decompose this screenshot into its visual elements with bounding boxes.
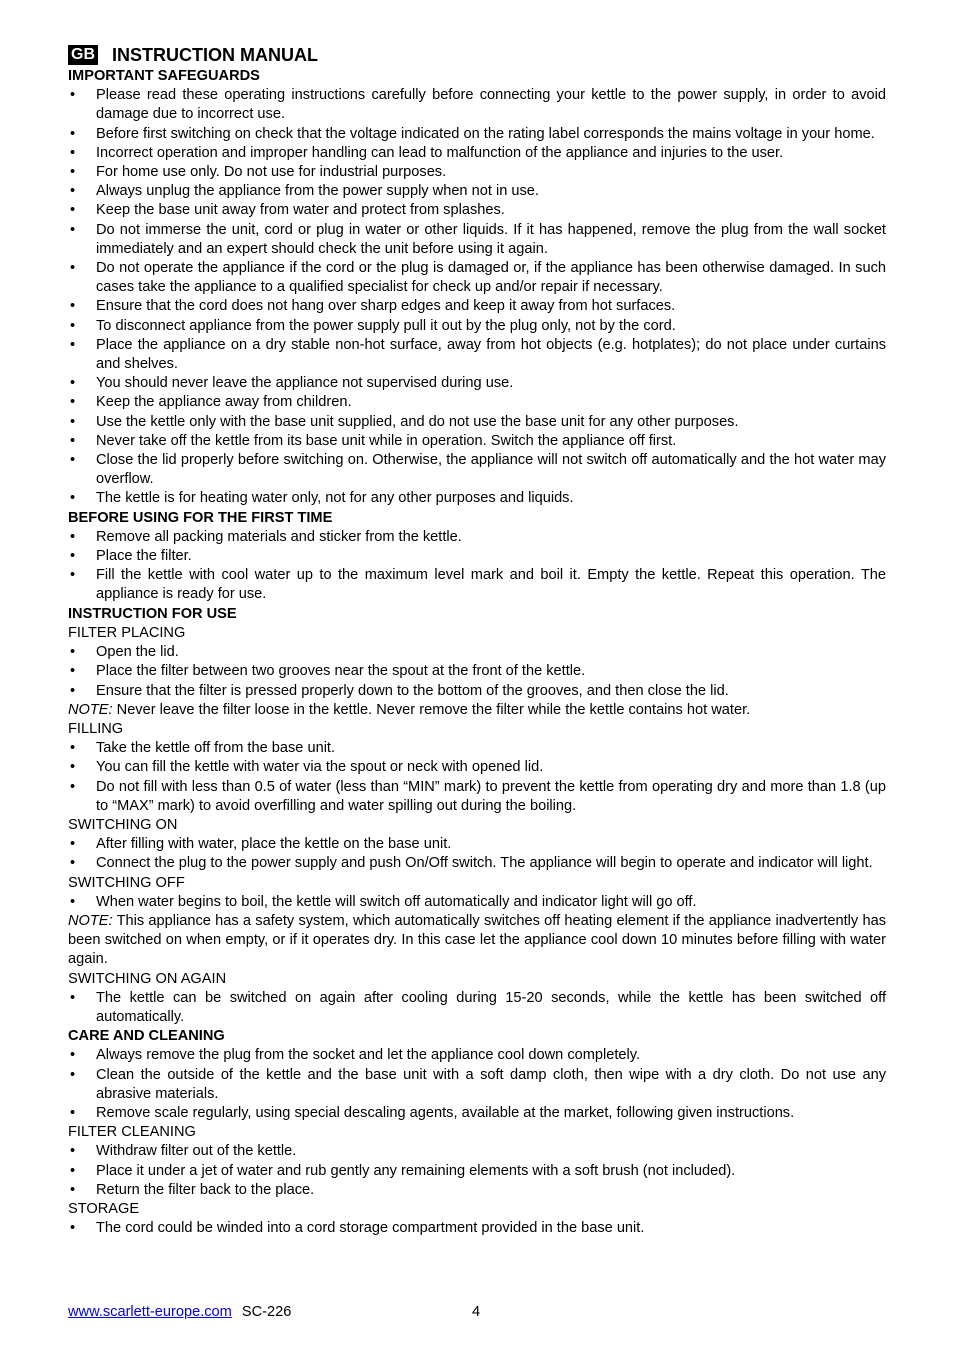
subsection-heading: STORAGE <box>68 1200 140 1217</box>
list-item-text: Clean the outside of the kettle and the base unit with a soft damp cloth, then wipe with a dry cloth. Do not use any abrasive materials. <box>96 1066 886 1102</box>
bullet-icon: • <box>70 1047 76 1064</box>
note-label: NOTE: <box>68 701 113 718</box>
list-item <box>68 1162 886 1181</box>
list-item <box>68 201 886 220</box>
bullet-icon: • <box>70 528 76 545</box>
list-item <box>68 317 886 336</box>
list-item-text: Do not operate the appliance if the cord or the plug is damaged or, if the appliance has been otherwise damaged. In such cases take the appliance to a qualified specialist for check up and/or repair if necessary. <box>96 260 886 296</box>
note-text: This appliance has a safety system, which automatically switches off heating element if the appliance inadvertently has been switched on when empty, or if it operates dry. In this case let the appliance cool down 10 minutes before filling with water again. <box>68 912 886 968</box>
bullet-icon: • <box>70 1143 76 1160</box>
list-item <box>68 854 886 873</box>
list-item-text: Use the kettle only with the base unit supplied, and do not use the base unit for any other purposes. <box>96 413 739 430</box>
bullet-icon: • <box>70 375 76 392</box>
subsection-heading: FILLING <box>68 720 124 737</box>
section-heading: BEFORE USING FOR THE FIRST TIME <box>68 509 333 526</box>
bullet-icon: • <box>70 567 76 584</box>
bullet-icon: • <box>70 394 76 411</box>
bullet-icon: • <box>70 989 76 1006</box>
list-item <box>68 1066 886 1104</box>
list-item <box>68 1046 886 1065</box>
bullet-icon: • <box>70 1181 76 1198</box>
list-item-text: Fill the kettle with cool water up to the maximum level mark and boil it. Empty the kettle. Repeat this operation. The appliance is ready for use. <box>96 567 886 603</box>
list-item-text: The cord could be winded into a cord storage compartment provided in the base unit. <box>96 1220 645 1237</box>
list-item-text: Remove scale regularly, using special descaling agents, available at the market, following given instructions. <box>96 1104 795 1121</box>
list-item-text: Ensure that the cord does not hang over sharp edges and keep it away from hot surfaces. <box>96 298 676 315</box>
list-item <box>68 125 886 144</box>
list-item-text: Place the filter. <box>96 548 192 565</box>
list-item <box>68 144 886 163</box>
list-item <box>68 489 886 508</box>
bullet-icon: • <box>70 336 76 353</box>
list-item <box>68 374 886 393</box>
list-item-text: When water begins to boil, the kettle will switch off automatically and indicator light will go off. <box>96 893 697 910</box>
list-item <box>68 566 886 604</box>
list-item <box>68 835 886 854</box>
subsection-heading: FILTER CLEANING <box>68 1124 196 1141</box>
list-item-text: Close the lid properly before switching on. Otherwise, the appliance will not switch off automatically and the hot water may overflow. <box>96 452 886 488</box>
bullet-icon: • <box>70 144 76 161</box>
bullet-icon: • <box>70 778 76 795</box>
list-item <box>68 182 886 201</box>
list-item-text: Before first switching on check that the voltage indicated on the rating label corresponds the mains voltage in your home. <box>96 125 875 142</box>
page-number: 4 <box>472 1304 481 1320</box>
bullet-icon: • <box>70 490 76 507</box>
list-item <box>68 1181 886 1200</box>
bullet-icon: • <box>70 740 76 757</box>
list-item <box>68 86 886 124</box>
bullet-icon: • <box>70 893 76 910</box>
language-badge: GB <box>68 45 98 65</box>
bullet-icon: • <box>70 125 76 142</box>
list-item <box>68 259 886 297</box>
note-paragraph <box>68 701 886 720</box>
list-item <box>68 778 886 816</box>
section-heading: CARE AND CLEANING <box>68 1028 225 1045</box>
list-item <box>68 221 886 259</box>
bullet-icon: • <box>70 1104 76 1121</box>
website-link[interactable]: www.scarlett-europe.com <box>68 1304 232 1320</box>
list-item-text: The kettle can be switched on again after cooling during 15-20 seconds, while the kettle has been switched off automatically. <box>96 989 886 1025</box>
bullet-icon: • <box>70 644 76 661</box>
list-item-text: Place the appliance on a dry stable non-hot surface, away from hot objects (e.g. hotplates); do not place under curtains and shelves. <box>96 336 886 373</box>
bullet-icon: • <box>70 836 76 853</box>
list-item-text: Incorrect operation and improper handling can lead to malfunction of the appliance and injuries to the user. <box>96 144 784 161</box>
bullet-icon: • <box>70 1162 76 1179</box>
list-item-text: To disconnect appliance from the power supply pull it out by the plug only, not by the cord. <box>96 317 676 334</box>
bullet-icon: • <box>70 183 76 200</box>
bullet-icon: • <box>70 855 76 872</box>
list-item <box>68 682 886 701</box>
list-item <box>68 643 886 662</box>
list-item <box>68 989 886 1027</box>
note-label: NOTE: <box>68 912 113 929</box>
list-item-text: Do not immerse the unit, cord or plug in water or other liquids. If it has happened, remove the plug from the wall socket immediately and an expert should check the unit before using it again. <box>96 221 886 257</box>
list-item <box>68 758 886 777</box>
list-item-text: Always remove the plug from the socket and let the appliance cool down completely. <box>96 1047 641 1064</box>
list-item-text: Remove all packing materials and sticker from the kettle. <box>96 528 462 545</box>
list-item-text: Never take off the kettle from its base unit while in operation. Switch the appliance off first. <box>96 432 677 449</box>
list-item <box>68 662 886 681</box>
list-item-text: The kettle is for heating water only, not for any other purposes and liquids. <box>96 490 574 507</box>
list-item <box>68 451 886 489</box>
bullet-icon: • <box>70 87 76 104</box>
bullet-icon: • <box>70 759 76 776</box>
list-item-text: Connect the plug to the power supply and push On/Off switch. The appliance will begin to operate and indicator will light. <box>96 855 873 872</box>
list-item <box>68 1104 886 1123</box>
title-row <box>68 43 886 67</box>
page-footer <box>68 1303 886 1322</box>
list-item-text: You should never leave the appliance not supervised during use. <box>96 375 514 392</box>
bullet-icon: • <box>70 452 76 469</box>
list-item-text: Keep the appliance away from children. <box>96 394 352 411</box>
bullet-icon: • <box>70 1220 76 1237</box>
bullet-icon: • <box>70 432 76 449</box>
section-heading: IMPORTANT SAFEGUARDS <box>68 68 260 84</box>
list-item-text: Place it under a jet of water and rub gently any remaining elements with a soft brush (not included). <box>96 1162 736 1179</box>
bullet-icon: • <box>70 202 76 219</box>
list-item-text: Do not fill with less than 0.5 of water (less than “MIN” mark) to prevent the kettle from operating dry and more than 1.8 (up to “MAX” mark) to avoid overfilling and water spilling out during the boiling. <box>96 778 886 814</box>
bullet-icon: • <box>70 317 76 334</box>
list-item <box>68 1142 886 1161</box>
list-item-text: For home use only. Do not use for industrial purposes. <box>96 164 447 181</box>
bullet-icon: • <box>70 164 76 181</box>
subsection-heading: SWITCHING ON <box>68 816 178 833</box>
section-heading: INSTRUCTION FOR USE <box>68 605 237 622</box>
list-item-text: Take the kettle off from the base unit. <box>96 740 336 757</box>
list-item <box>68 393 886 412</box>
list-item <box>68 413 886 432</box>
list-item-text: After filling with water, place the kettle on the base unit. <box>96 836 452 853</box>
list-item-text: Keep the base unit away from water and protect from splashes. <box>96 202 505 219</box>
page-title: INSTRUCTION MANUAL <box>112 45 318 65</box>
subsection-heading: FILTER PLACING <box>68 624 186 641</box>
bullet-icon: • <box>70 1066 76 1083</box>
subsection-heading: SWITCHING ON AGAIN <box>68 970 227 987</box>
list-item-text: Always unplug the appliance from the power supply when not in use. <box>96 183 539 200</box>
list-item <box>68 336 886 374</box>
list-item-text: Open the lid. <box>96 644 179 661</box>
note-paragraph <box>68 912 886 970</box>
list-item <box>68 528 886 547</box>
bullet-icon: • <box>70 298 76 315</box>
subsection-heading: SWITCHING OFF <box>68 874 185 891</box>
bullet-icon: • <box>70 548 76 565</box>
manual-page <box>68 43 886 1238</box>
model-number: SC-226 <box>241 1304 292 1320</box>
list-item <box>68 1219 886 1238</box>
list-item-text: Withdraw filter out of the kettle. <box>96 1143 297 1160</box>
list-item-text: Return the filter back to the place. <box>96 1181 315 1198</box>
list-item-text: Please read these operating instructions carefully before connecting your kettle to the power supply, in order to avoid damage due to incorrect use. <box>96 87 886 123</box>
list-item-text: Ensure that the filter is pressed properly down to the bottom of the grooves, and then close the lid. <box>96 682 729 699</box>
list-item <box>68 739 886 758</box>
bullet-icon: • <box>70 663 76 680</box>
note-text: Never leave the filter loose in the kettle. Never remove the filter while the kettle contains hot water. <box>112 701 751 718</box>
bullet-icon: • <box>70 221 76 238</box>
list-item <box>68 893 886 912</box>
list-item <box>68 432 886 451</box>
list-item-text: Place the filter between two grooves near the spout at the front of the kettle. <box>96 663 586 680</box>
list-item <box>68 163 886 182</box>
list-item <box>68 297 886 316</box>
bullet-icon: • <box>70 413 76 430</box>
bullet-icon: • <box>70 260 76 277</box>
list-item-text: You can fill the kettle with water via the spout or neck with opened lid. <box>96 759 544 776</box>
list-item <box>68 547 886 566</box>
manual-content <box>68 67 886 1238</box>
bullet-icon: • <box>70 682 76 699</box>
